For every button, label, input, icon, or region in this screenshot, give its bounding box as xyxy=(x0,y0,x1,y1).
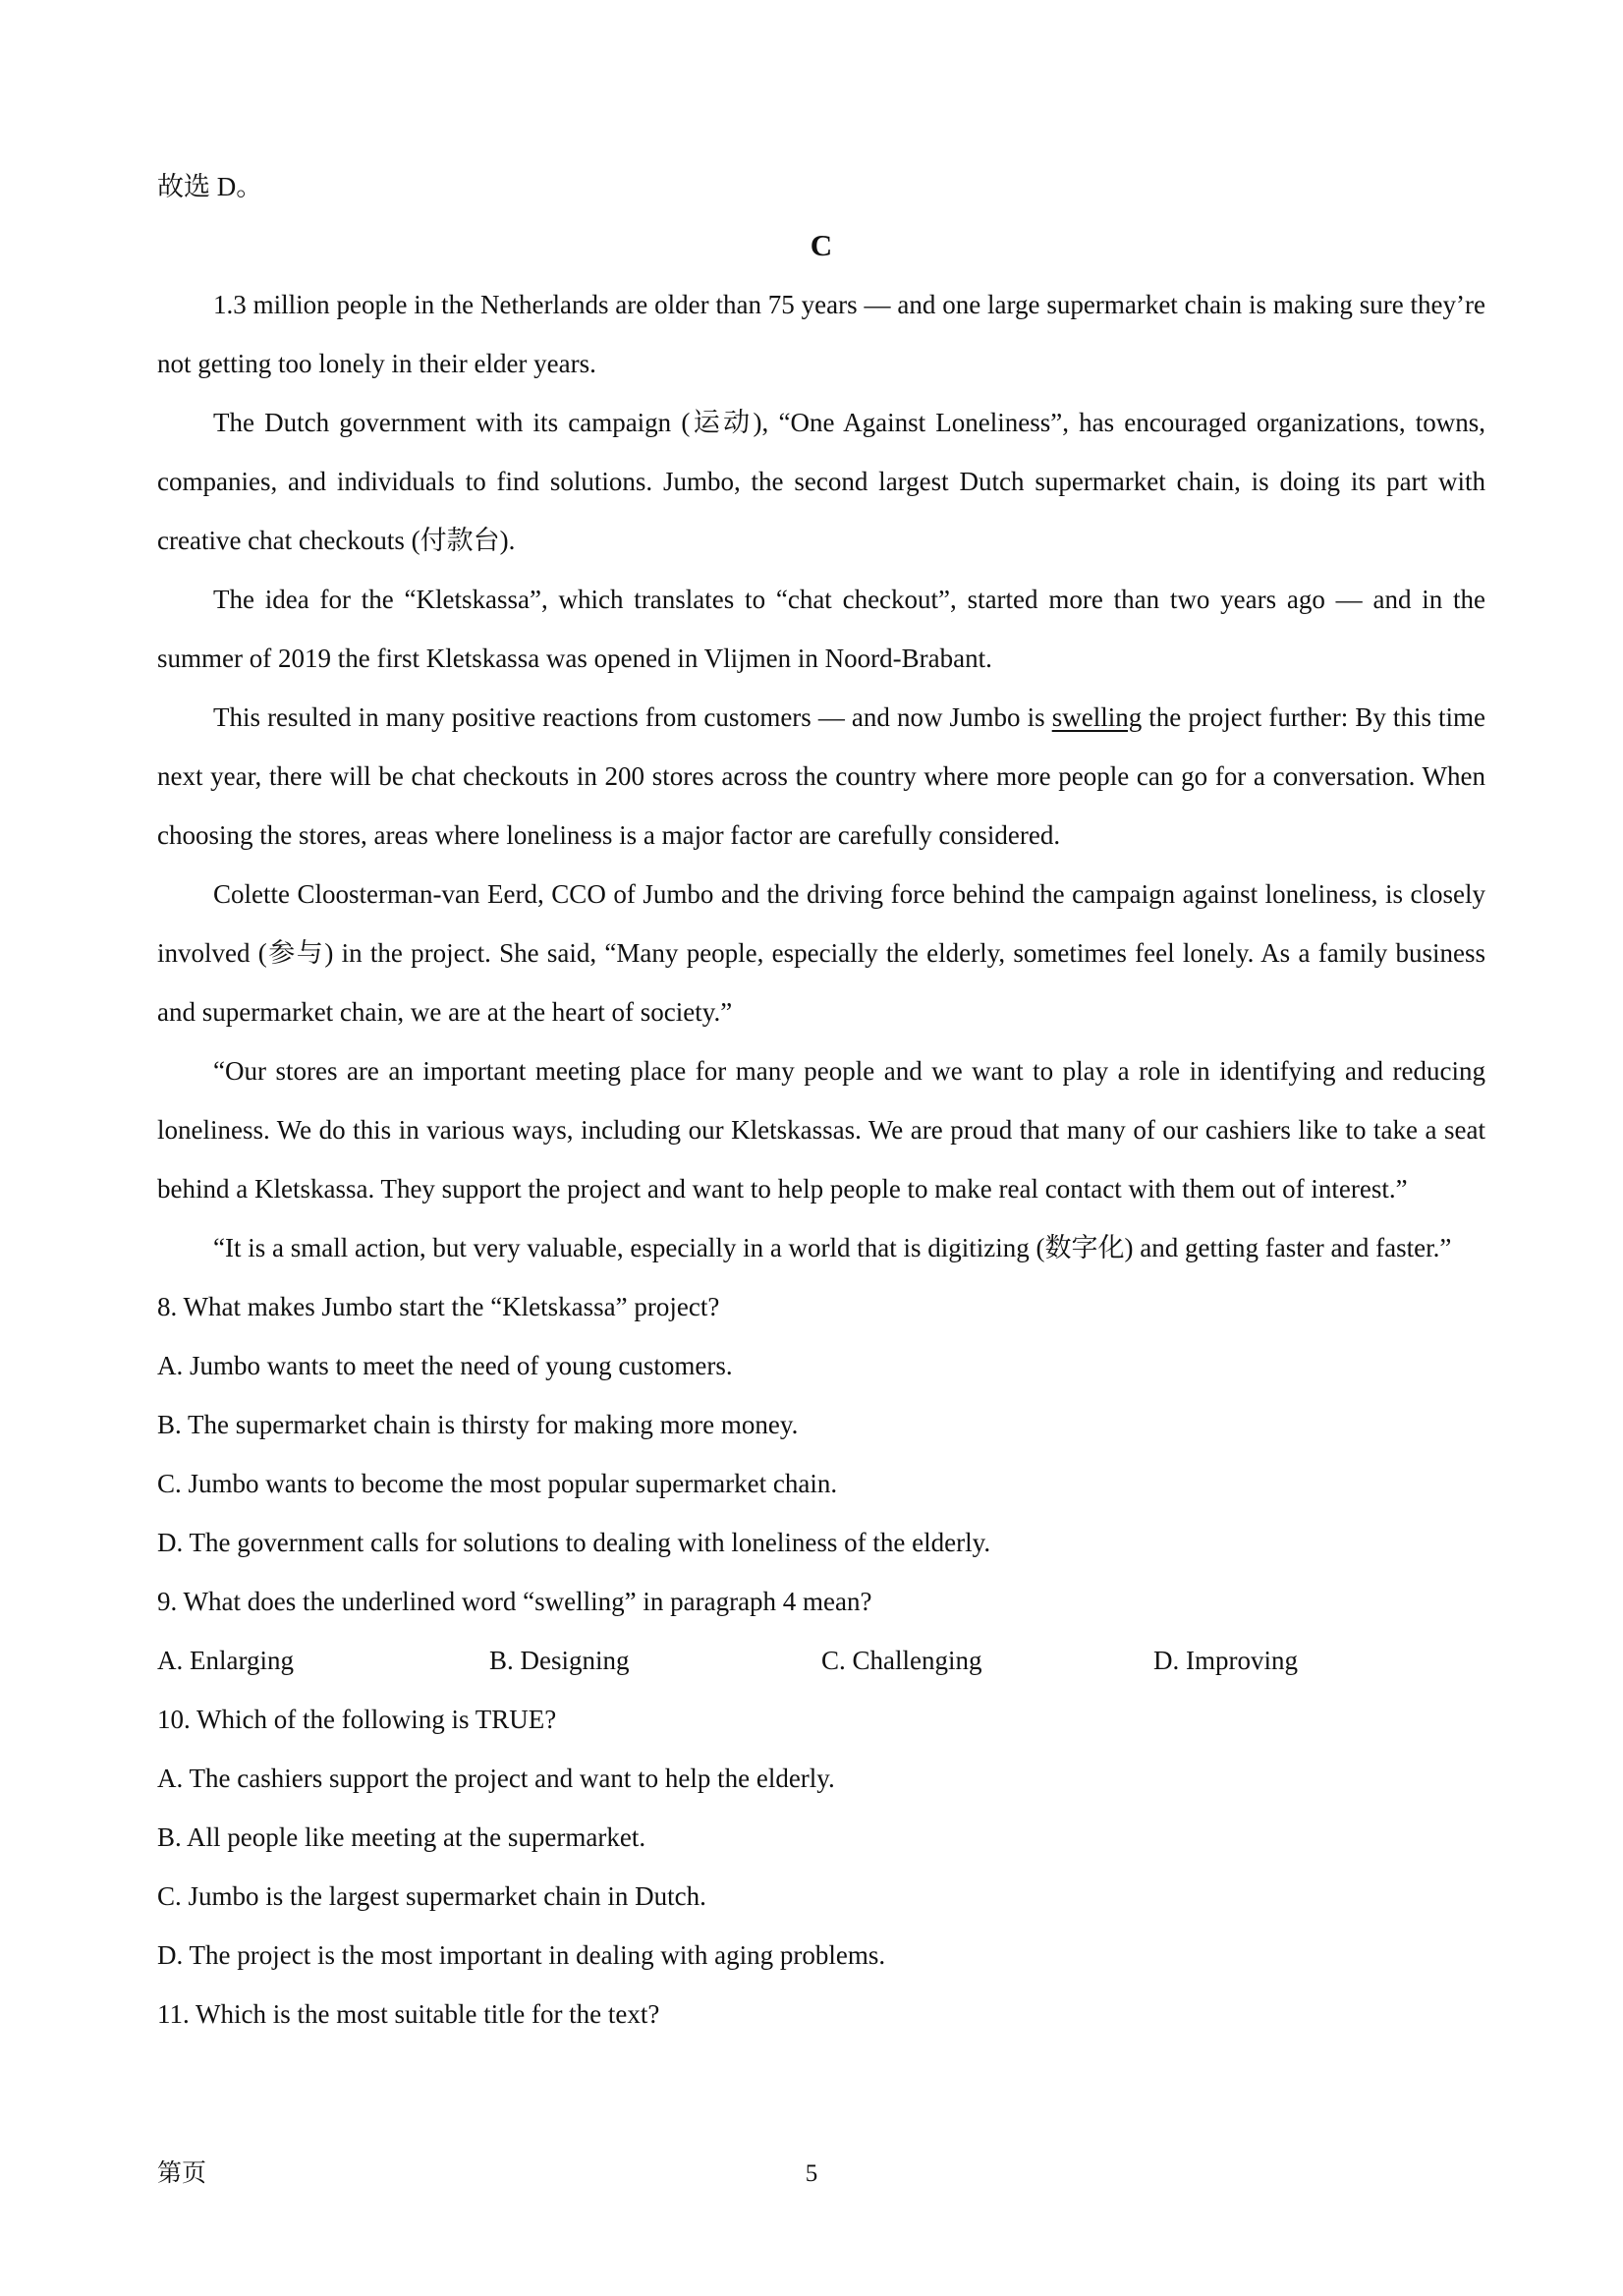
question-10 xyxy=(157,1690,1485,1985)
paragraph-4-text-start: This resulted in many positive reactions from customers — and now Jumbo is xyxy=(213,702,1052,732)
passage-paragraph-3: The idea for the “Kletskassa”, which translates to “chat checkout”, started more than two years ago — and in the summer of 2019 the first Kletskassa was opened in Vlijmen in Noord-Brabant. xyxy=(157,585,1485,673)
option-a: A. The cashiers support the project and want to help the elderly. xyxy=(157,1764,835,1793)
option-a: A. Jumbo wants to meet the need of young customers. xyxy=(157,1351,733,1380)
passage-paragraph-7: “It is a small action, but very valuable, especially in a world that is digitizing (数字化) and getting faster and faster.” xyxy=(213,1233,1452,1262)
footer-label: 第页 xyxy=(157,2160,207,2187)
answer-note: 故选 D。 xyxy=(157,172,263,201)
option-b: B. All people like meeting at the supermarket. xyxy=(157,1822,646,1852)
option-a: A. Enlarging xyxy=(157,1646,294,1675)
option-c: C. Jumbo is the largest supermarket chain in Dutch. xyxy=(157,1881,706,1911)
option-d: D. Improving xyxy=(1153,1646,1298,1675)
question-8 xyxy=(157,1277,1485,1572)
question-stem: 8. What makes Jumbo start the “Kletskassa” project? xyxy=(157,1292,720,1321)
passage-paragraph-5: Colette Cloosterman-van Eerd, CCO of Jumbo and the driving force behind the campaign against loneliness, is closely involved (参与) in the project. She said, “Many people, especially the elderly, sometimes feel lonely. As a family business and supermarket chain, we are at the heart of society.” xyxy=(157,879,1485,1027)
option-b: B. The supermarket chain is thirsty for making more money. xyxy=(157,1410,799,1439)
document-page xyxy=(157,157,1485,2044)
options-row xyxy=(157,1631,1485,1690)
paragraph-4-text-end: the project further: By this time next year, there will be chat checkouts in 200 stores across the country where more people can go for a conversation. When choosing the stores, areas where loneliness is a major factor are carefully considered. xyxy=(157,702,1485,850)
passage-paragraph-2: The Dutch government with its campaign (运动), “One Against Loneliness”, has encouraged organizations, towns, companies, and individuals to find solutions. Jumbo, the second largest Dutch supermarket chain, is doing its part with creative chat checkouts (付款台). xyxy=(157,408,1485,555)
passage-paragraph-4 xyxy=(157,688,1485,865)
question-9 xyxy=(157,1572,1485,1690)
option-d: D. The project is the most important in dealing with aging problems. xyxy=(157,1940,886,1970)
option-d: D. The government calls for solutions to dealing with loneliness of the elderly. xyxy=(157,1528,991,1557)
question-stem: 10. Which of the following is TRUE? xyxy=(157,1705,557,1734)
passage-paragraph-1: 1.3 million people in the Netherlands are older than 75 years — and one large supermarket chain is making sure they’re not getting too lonely in their elder years. xyxy=(157,290,1485,378)
page-number: 5 xyxy=(805,2160,818,2187)
option-c: C. Challenging xyxy=(821,1646,982,1675)
section-heading: C xyxy=(810,228,833,262)
question-11 xyxy=(157,1985,1485,2044)
option-b: B. Designing xyxy=(489,1646,630,1675)
question-stem: 11. Which is the most suitable title for the text? xyxy=(157,1999,660,2029)
passage-paragraph-6: “Our stores are an important meeting place for many people and we want to play a role in identifying and reducing loneliness. We do this in various ways, including our Kletskassas. We are proud that many of our cashiers like to take a seat behind a Kletskassa. They support the project and want to help people to make real contact with them out of interest.” xyxy=(157,1056,1485,1204)
underlined-word: swelling xyxy=(1051,702,1143,732)
option-c: C. Jumbo wants to become the most popular supermarket chain. xyxy=(157,1469,838,1498)
question-stem: 9. What does the underlined word “swelling” in paragraph 4 mean? xyxy=(157,1587,872,1616)
